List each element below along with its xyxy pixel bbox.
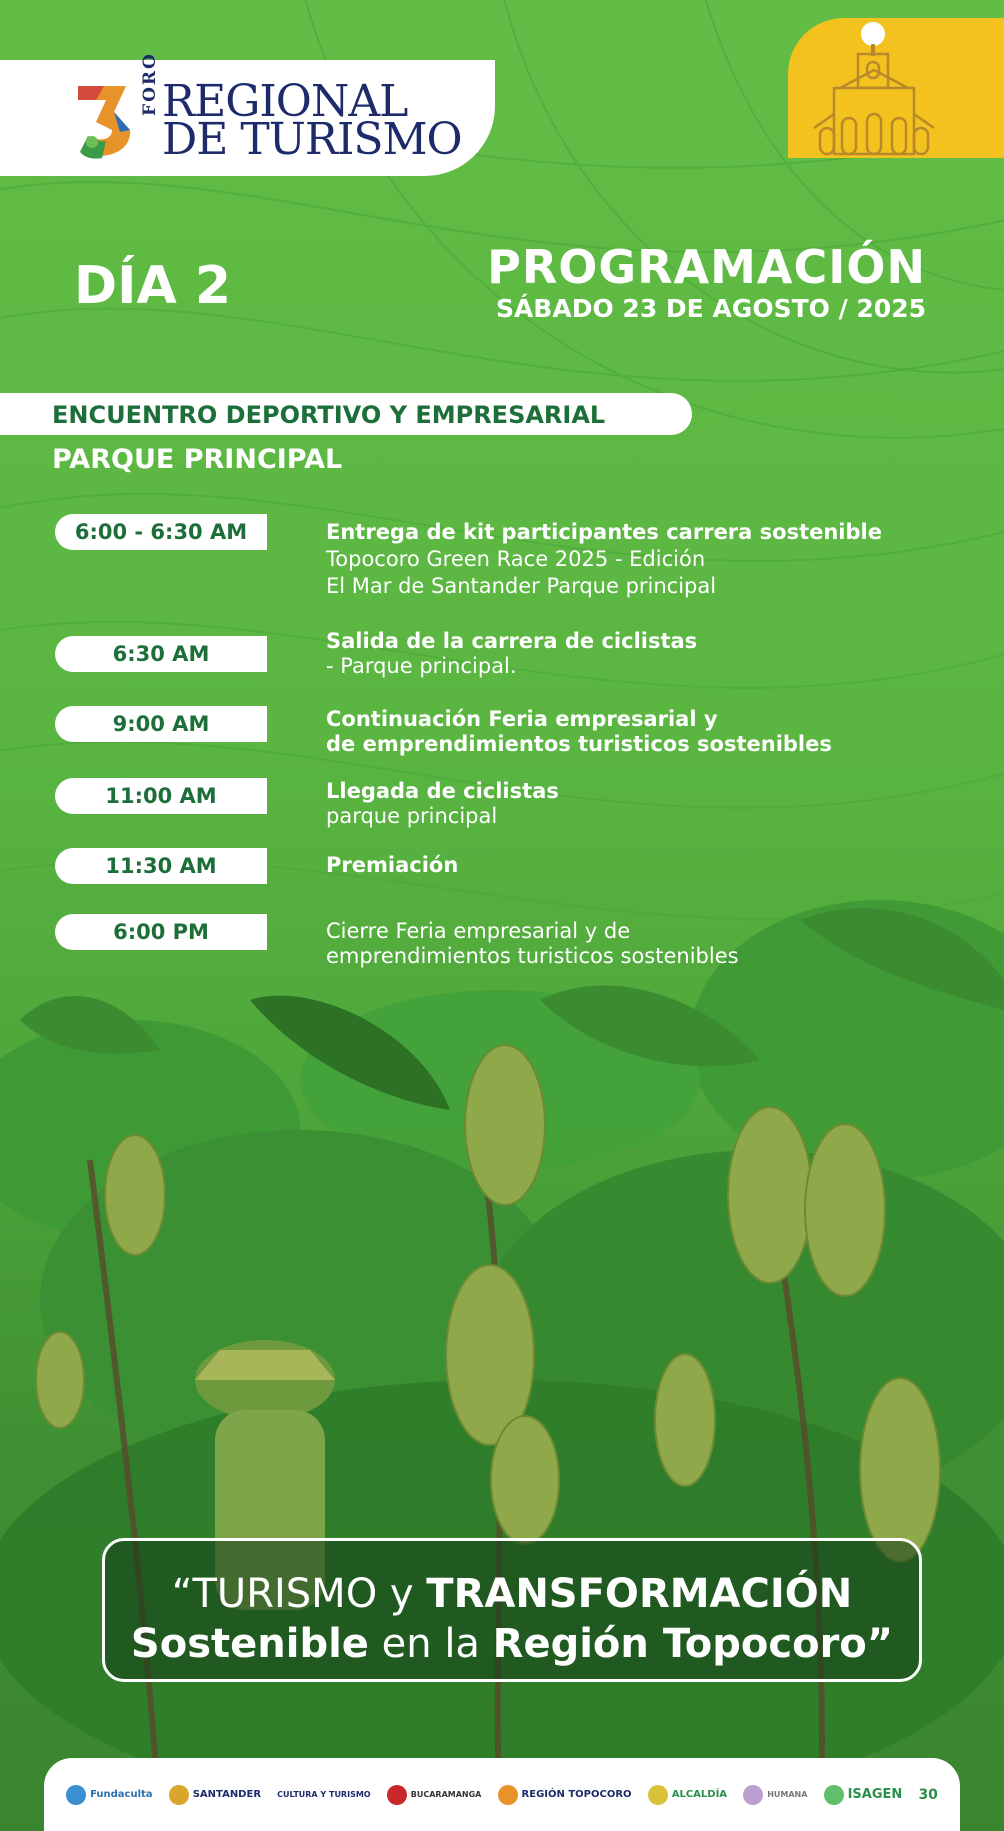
event-text [326,519,882,600]
event-detail: emprendimientos turisticos sostenibles [326,944,739,968]
logo-regional-text: REGIONAL [162,76,408,127]
church-emblem [788,18,1004,158]
humana-icon [743,1785,763,1805]
church-icon [810,18,960,158]
time-pill: 6:00 - 6:30 AM [55,514,267,550]
event-title-continued: de emprendimientos turisticos sostenibles [326,732,832,756]
sponsor-logo: BUCARAMANGA [387,1785,482,1805]
sponsor-logo: 30 [918,1786,938,1803]
motto-box [102,1538,922,1682]
sponsor-logo: ALCALDÍA [648,1785,727,1805]
event-text [326,852,458,879]
event-title: Entrega de kit participantes carrera sostenible [326,520,882,544]
event-text [326,919,739,969]
sponsor-logo: CULTURA Y TURISMO [277,1790,371,1799]
section-title-pill [0,393,692,435]
logo-turismo-text: DE TURISMO [162,114,462,165]
program-date: SÁBADO 23 DE AGOSTO / 2025 [495,294,926,323]
event-text [326,779,559,829]
section-title: ENCUENTRO DEPORTIVO Y EMPRESARIAL [52,401,606,429]
sponsor-bar [44,1758,960,1831]
time-pill: 6:00 PM [55,914,267,950]
day-label: DÍA 2 [74,256,232,316]
sponsor-logo: REGIÓN TOPOCORO [498,1785,632,1805]
motto-part: Región Topocoro” [492,1621,894,1667]
event-detail: - Parque principal. [326,654,517,678]
alcaldia-icon [648,1785,668,1805]
logo-banner [0,52,495,176]
event-text [326,707,832,757]
event-detail: El Mar de Santander Parque principal [326,574,717,598]
sponsor-logo: Fundaculta [66,1785,152,1805]
sponsor-logo: SANTANDER [169,1785,261,1805]
motto-line-2 [105,1621,919,1667]
motto-line-1 [105,1571,919,1617]
event-title: Salida de la carrera de ciclistas [326,629,698,653]
camara-comercio-icon [387,1785,407,1805]
event-detail: Cierre Feria empresarial y de [326,919,631,943]
region-topocoro-icon [498,1785,518,1805]
sponsor-logo: ISAGEN [824,1785,903,1805]
foro-logo-icon [74,82,134,160]
motto-part: “TURISMO y [171,1571,427,1617]
logo-foro-text: FORO [140,52,160,116]
time-pill: 9:00 AM [55,706,267,742]
fundaculta-icon [66,1785,86,1805]
time-pill: 11:30 AM [55,848,267,884]
motto-part: en la [368,1621,493,1667]
time-pill: 6:30 AM [55,636,267,672]
isagen-icon [824,1785,844,1805]
event-title: Llegada de ciclistas [326,779,559,803]
event-text [326,629,697,679]
santander-seal-icon [169,1785,189,1805]
motto-part: TRANSFORMACIÓN [426,1571,853,1617]
event-title: Continuación Feria empresarial y [326,707,718,731]
event-title: Premiación [326,853,459,877]
venue-label: PARQUE PRINCIPAL [52,444,343,475]
event-detail: Topocoro Green Race 2025 - Edición [326,547,706,571]
program-title: PROGRAMACIÓN [487,240,926,294]
motto-part: Sostenible [130,1621,369,1667]
time-pill: 11:00 AM [55,778,267,814]
sponsor-logo: HUMANA [743,1785,807,1805]
event-detail: parque principal [326,804,498,828]
